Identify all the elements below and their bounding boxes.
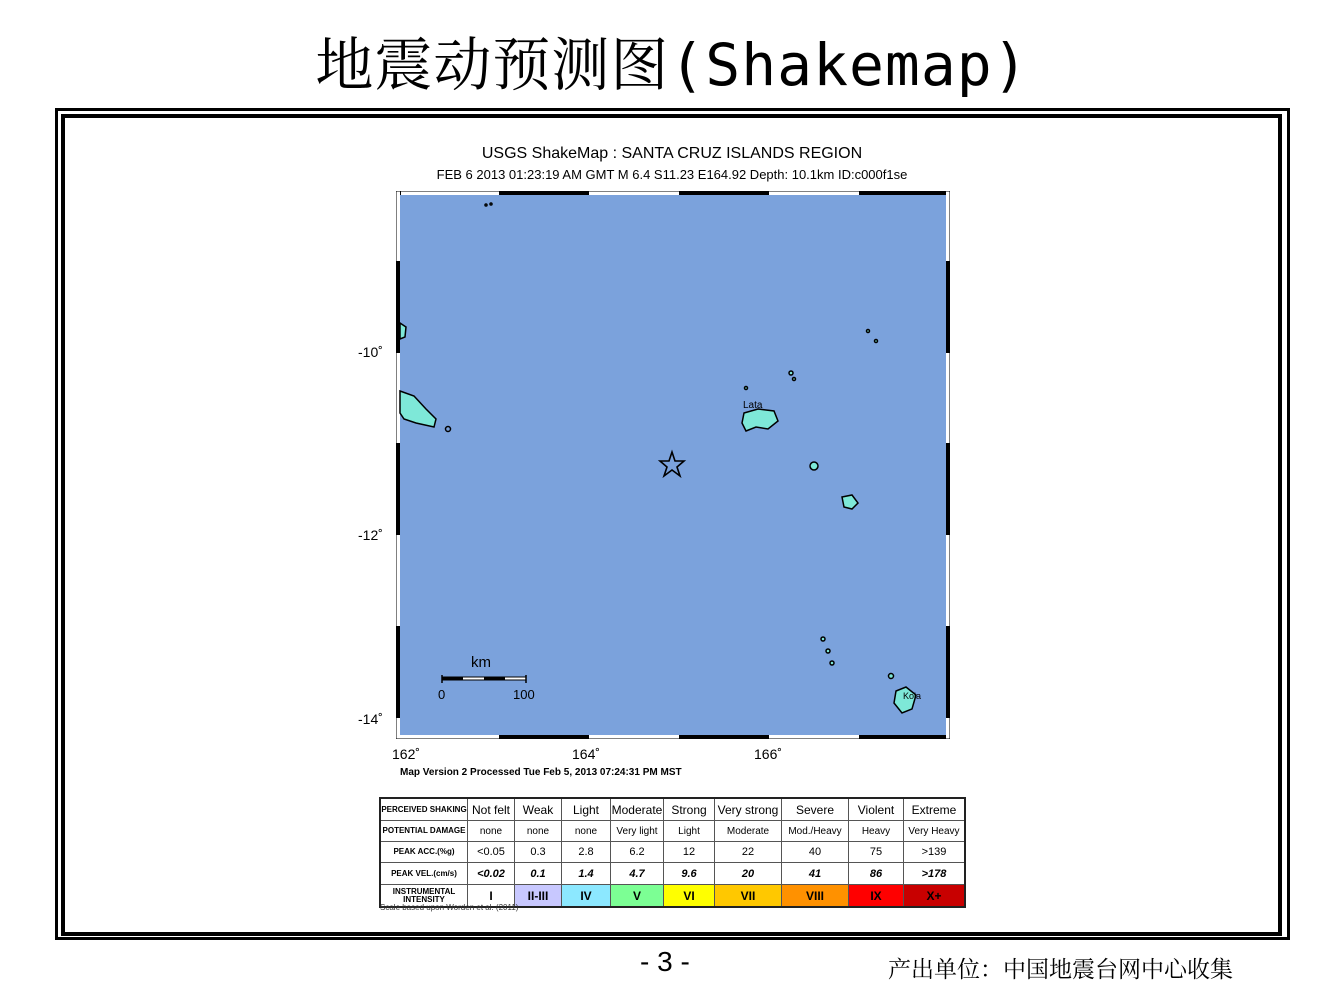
lat-label: -10˚ (358, 344, 383, 360)
lat-label: -12˚ (358, 527, 383, 543)
legend-row-acc (380, 842, 965, 863)
legend-cell: 12 (664, 842, 715, 863)
place-label-kola: Kola (903, 691, 922, 701)
legend-cell: 75 (849, 842, 904, 863)
legend-cell: 20 (715, 863, 782, 885)
legend-cell: 0.1 (515, 863, 562, 885)
intensity-cell: V (611, 885, 664, 908)
page-number: - 3 - (640, 946, 690, 977)
scale-bar-unit: km (471, 654, 491, 671)
intensity-cell: I (468, 885, 515, 908)
intensity-cell: IX (849, 885, 904, 908)
legend-cell: 86 (849, 863, 904, 885)
scale-bar-end: 100 (513, 687, 535, 702)
legend-cell: Very light (611, 821, 664, 842)
legend-cell: Extreme (904, 798, 966, 821)
intensity-cell: X+ (904, 885, 966, 908)
map-version-note: Map Version 2 Processed Tue Feb 5, 2013 07:24:31 PM MST (400, 767, 682, 778)
legend-cell: 6.2 (611, 842, 664, 863)
place-label-lata: Lata (743, 400, 763, 411)
legend-cell: 9.6 (664, 863, 715, 885)
legend-row-header: POTENTIAL DAMAGE (380, 821, 468, 842)
legend-cell: none (562, 821, 611, 842)
legend-cell: Very strong (715, 798, 782, 821)
legend-cell: Light (562, 798, 611, 821)
shakemap-map (396, 191, 950, 739)
legend-row-shaking (380, 798, 965, 821)
lon-label: 164˚ (572, 746, 601, 762)
legend-row-header: PERCEIVED SHAKING (380, 798, 468, 821)
legend-cell: Very Heavy (904, 821, 966, 842)
legend-cell: >139 (904, 842, 966, 863)
legend-cell: 0.3 (515, 842, 562, 863)
legend-cell: none (468, 821, 515, 842)
legend-cell: 2.8 (562, 842, 611, 863)
legend-cell: Mod./Heavy (782, 821, 849, 842)
legend-row-header: PEAK ACC.(%g) (380, 842, 468, 863)
legend-row-vel (380, 863, 965, 885)
legend-cell: <0.02 (468, 863, 515, 885)
map-title: USGS ShakeMap : SANTA CRUZ ISLANDS REGION (481, 145, 863, 162)
legend-cell: <0.05 (468, 842, 515, 863)
intensity-cell: VI (664, 885, 715, 908)
legend-cell: Moderate (715, 821, 782, 842)
legend-cell: 22 (715, 842, 782, 863)
legend-cell: Moderate (611, 798, 664, 821)
legend-cell: Heavy (849, 821, 904, 842)
scale-note: Scale based upon Worden et al. (2011) (380, 903, 519, 912)
legend-cell: Not felt (468, 798, 515, 821)
slide-title: 地震动预测图(Shakemap) (315, 31, 1029, 99)
legend-cell: Weak (515, 798, 562, 821)
legend-cell: Light (664, 821, 715, 842)
legend-cell: 40 (782, 842, 849, 863)
lon-label: 166˚ (754, 746, 783, 762)
legend-row-header: INSTRUMENTAL INTENSITY (380, 885, 468, 908)
intensity-cell: VII (715, 885, 782, 908)
legend-cell: none (515, 821, 562, 842)
legend-cell: Strong (664, 798, 715, 821)
legend-cell: 1.4 (562, 863, 611, 885)
island-small (810, 462, 818, 470)
legend-cell: 41 (782, 863, 849, 885)
source-credit: 产出单位：中国地震台网中心收集 (888, 957, 1233, 983)
intensity-cell: VIII (782, 885, 849, 908)
intensity-cell: II-III (515, 885, 562, 908)
legend-cell: 4.7 (611, 863, 664, 885)
intensity-legend (379, 797, 966, 908)
intensity-cell: IV (562, 885, 611, 908)
lon-label: 162˚ (392, 746, 421, 762)
legend-cell: Violent (849, 798, 904, 821)
legend-row-header: PEAK VEL.(cm/s) (380, 863, 468, 885)
map-subtitle: FEB 6 2013 01:23:19 AM GMT M 6.4 S11.23 E164.92 Depth: 10.1km ID:c000f1se (436, 167, 908, 182)
legend-cell: >178 (904, 863, 966, 885)
scale-bar-start: 0 (438, 687, 446, 702)
legend-cell: Severe (782, 798, 849, 821)
lat-label: -14˚ (358, 711, 383, 727)
map-canvas (396, 191, 950, 739)
legend-row-damage (380, 821, 965, 842)
